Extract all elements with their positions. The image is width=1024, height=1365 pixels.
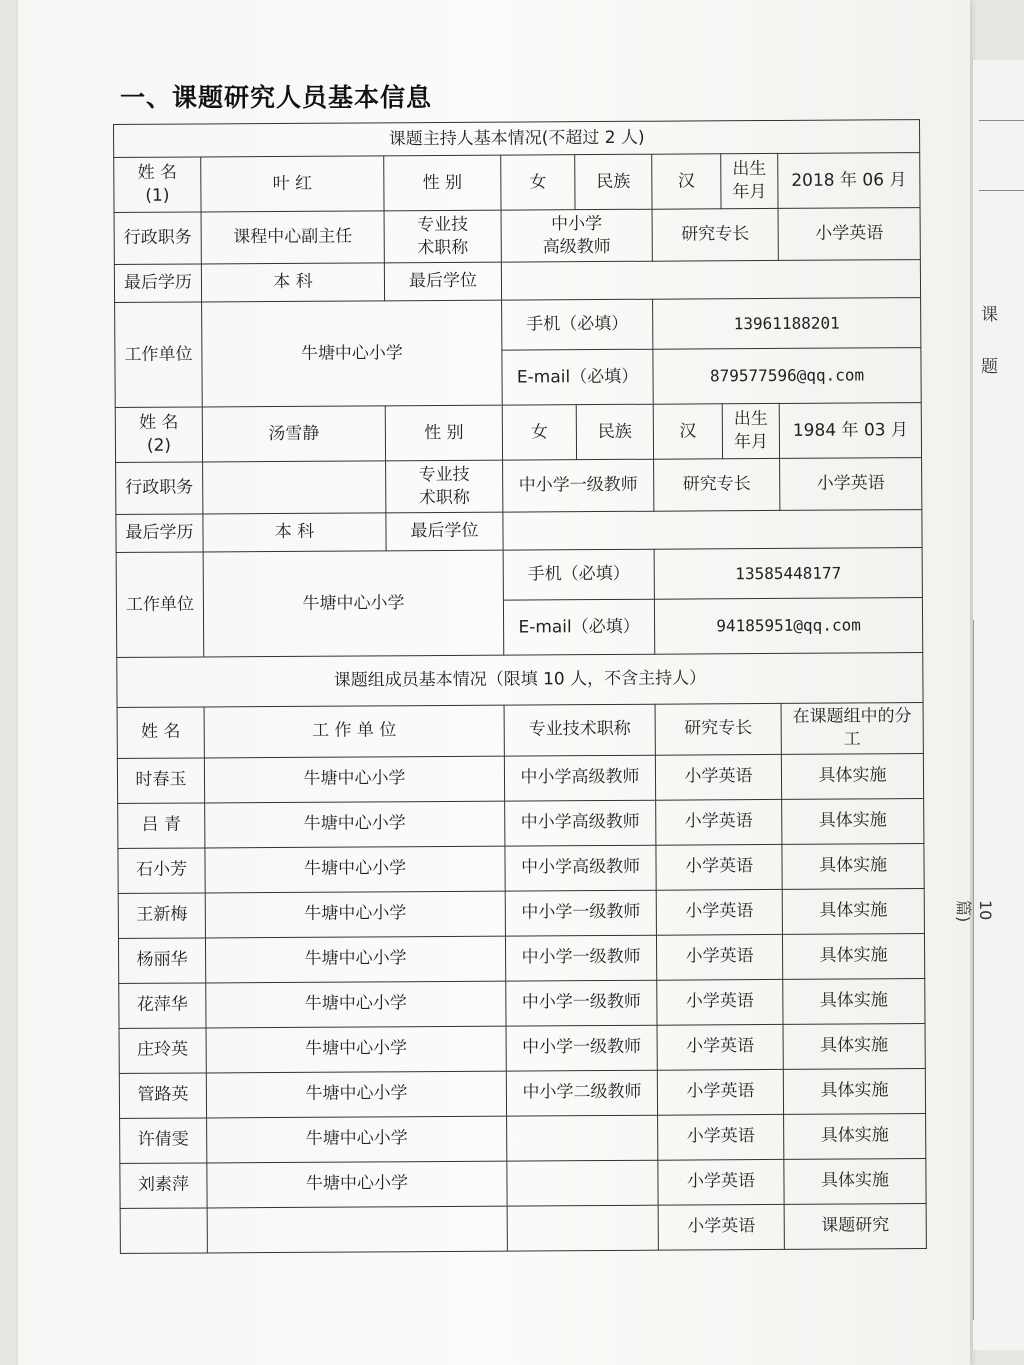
member-specialty: 小学英语 [656, 889, 782, 935]
host-1-admin-post: 课程中心副主任 [201, 211, 384, 264]
host-1-education: 本 科 [201, 263, 384, 302]
member-title: 中小学一级教师 [506, 980, 657, 1026]
member-title: 中小学一级教师 [505, 890, 656, 936]
member-name: 许倩雯 [120, 1118, 207, 1164]
members-section-title: 课题组成员基本情况（限填 10 人，不含主持人） [117, 653, 923, 708]
host-1-gender: 女 [501, 155, 575, 210]
host-2-post-row [116, 458, 922, 515]
specialty-label: 研究专长 [654, 458, 780, 511]
member-unit: 牛塘中心小学 [207, 1161, 507, 1208]
member-specialty: 小学英语 [657, 979, 783, 1025]
adjacent-page-note: 10 篇) [954, 900, 995, 923]
host-1-degree [501, 260, 920, 301]
member-unit: 牛塘中心小学 [206, 1026, 506, 1073]
member-role: 课题研究 [784, 1203, 926, 1249]
degree-label: 最后学位 [384, 262, 501, 301]
host-2-education-row [116, 510, 922, 553]
column-header: 工 作 单 位 [204, 705, 504, 758]
host-2-degree [503, 510, 922, 551]
mobile-label: 手机（必填） [502, 299, 653, 350]
column-header: 在课题组中的分工 [781, 703, 923, 755]
degree-label: 最后学位 [386, 512, 503, 551]
member-name: 杨丽华 [118, 938, 205, 984]
host-2-unit-row [116, 548, 922, 603]
member-role: 具体实施 [782, 843, 924, 889]
host-1-education-row [114, 260, 920, 303]
work-unit-label: 工作单位 [115, 302, 203, 408]
host-1-title: 中小学 高级教师 [501, 209, 652, 262]
members-header-row [117, 703, 923, 759]
member-role: 具体实施 [784, 1158, 926, 1204]
member-name: 吕 青 [118, 803, 205, 849]
host-2-admin-post [203, 461, 386, 514]
adjacent-page-rule [979, 190, 1024, 191]
researcher-info-table [113, 119, 927, 1254]
education-label: 最后学历 [114, 264, 201, 303]
member-role: 具体实施 [782, 933, 924, 979]
table-row [117, 753, 923, 803]
host-2-birth: 1984 年 03 月 [779, 403, 921, 459]
title-label: 专业技 术职称 [386, 460, 503, 513]
host-2-email: 94185951@qq.com [654, 598, 922, 655]
table-row [119, 978, 925, 1028]
table-row [118, 843, 924, 893]
specialty-label: 研究专长 [652, 208, 778, 261]
adjacent-page-edge [954, 60, 1024, 1350]
member-name: 石小芳 [118, 848, 205, 894]
name-label: 姓 名 (1) [114, 157, 201, 213]
member-specialty: 小学英语 [658, 1159, 784, 1205]
host-1-unit-row [115, 298, 921, 353]
email-label: E-mail（必填） [503, 599, 654, 655]
host-section-title: 课题主持人基本情况(不超过 2 人) [114, 120, 920, 158]
member-role: 具体实施 [781, 753, 923, 799]
member-name: 庄玲英 [119, 1028, 206, 1074]
member-role: 具体实施 [782, 798, 924, 844]
member-title: 中小学二级教师 [506, 1070, 657, 1116]
member-title: 中小学高级教师 [504, 755, 655, 801]
member-unit: 牛塘中心小学 [205, 846, 505, 893]
table-row [118, 888, 924, 938]
member-role: 具体实施 [782, 888, 924, 934]
member-name: 花萍华 [119, 983, 206, 1029]
table-row [118, 798, 924, 848]
title-label: 专业技 术职称 [384, 210, 501, 263]
table-row [118, 933, 924, 983]
member-role: 具体实施 [783, 978, 925, 1024]
member-unit: 牛塘中心小学 [204, 756, 504, 803]
table-row [119, 1068, 925, 1118]
member-specialty: 小学英语 [656, 934, 782, 980]
mobile-label: 手机（必填） [503, 549, 654, 600]
member-role: 具体实施 [784, 1113, 926, 1159]
member-title: 中小学高级教师 [505, 845, 656, 891]
member-unit: 牛塘中心小学 [205, 891, 505, 938]
member-unit [207, 1206, 507, 1253]
member-specialty: 小学英语 [656, 844, 782, 890]
member-specialty: 小学英语 [658, 1204, 784, 1250]
column-header: 专业技术职称 [504, 704, 655, 756]
adjacent-page-char: 课 [981, 305, 998, 325]
birth-label: 出生 年月 [722, 403, 779, 458]
host-2-work-unit: 牛塘中心小学 [203, 550, 504, 657]
email-label: E-mail（必填） [502, 349, 653, 405]
host-1-ethnicity: 汉 [652, 154, 721, 209]
column-header: 姓 名 [117, 707, 204, 758]
table-row [120, 1203, 926, 1253]
member-title: 中小学高级教师 [505, 800, 656, 846]
host-2-specialty: 小学英语 [780, 458, 922, 511]
host-1-mobile: 13961188201 [653, 298, 921, 350]
host-2-name: 汤雪静 [202, 406, 385, 462]
adjacent-page-char: 题 [981, 357, 998, 377]
gender-label: 性 别 [385, 405, 502, 461]
host-1-work-unit: 牛塘中心小学 [202, 300, 503, 407]
education-label: 最后学历 [116, 514, 203, 553]
member-unit: 牛塘中心小学 [207, 1116, 507, 1163]
host-2-title: 中小学一级教师 [503, 459, 654, 512]
name-label: 姓 名 (2) [115, 407, 202, 463]
member-name: 刘素萍 [120, 1163, 207, 1209]
section-heading: 一、课题研究人员基本信息 [120, 83, 433, 112]
host-2-ethnicity: 汉 [653, 404, 722, 459]
member-name [120, 1208, 207, 1254]
ethnicity-label: 民族 [576, 404, 653, 459]
column-header: 研究专长 [655, 703, 781, 755]
host-2-identity-row [115, 403, 921, 463]
ethnicity-label: 民族 [575, 154, 652, 209]
members-table-body [117, 753, 926, 1253]
gender-label: 性 别 [384, 155, 501, 211]
host-2-education: 本 科 [203, 513, 386, 552]
host-1-email: 879577596@qq.com [653, 348, 921, 405]
work-unit-label: 工作单位 [116, 552, 204, 658]
member-unit: 牛塘中心小学 [205, 936, 505, 983]
table-row [119, 1023, 925, 1073]
member-specialty: 小学英语 [656, 799, 782, 845]
member-role: 具体实施 [783, 1068, 925, 1114]
member-unit: 牛塘中心小学 [206, 1071, 506, 1118]
admin-post-label: 行政职务 [116, 462, 203, 515]
member-unit: 牛塘中心小学 [206, 981, 506, 1028]
member-specialty: 小学英语 [657, 1024, 783, 1070]
host-1-birth: 2018 年 06 月 [778, 153, 920, 209]
member-title [507, 1160, 658, 1206]
adjacent-page-rule [973, 620, 974, 1320]
member-name: 时春玉 [117, 758, 204, 804]
host-1-name: 叶 红 [201, 156, 384, 212]
member-name: 管路英 [119, 1073, 206, 1119]
adjacent-page-rule [979, 120, 1024, 121]
host-2-mobile: 13585448177 [654, 548, 922, 600]
host-1-post-row [114, 208, 920, 265]
admin-post-label: 行政职务 [114, 212, 201, 265]
member-title: 中小学一级教师 [506, 1025, 657, 1071]
host-1-identity-row [114, 153, 920, 213]
member-name: 王新梅 [118, 893, 205, 939]
member-unit: 牛塘中心小学 [205, 801, 505, 848]
member-specialty: 小学英语 [655, 754, 781, 800]
member-role: 具体实施 [783, 1023, 925, 1069]
table-row [120, 1158, 926, 1208]
member-title [507, 1205, 658, 1251]
table-row [120, 1113, 926, 1163]
member-specialty: 小学英语 [658, 1114, 784, 1160]
birth-label: 出生 年月 [721, 153, 778, 208]
host-2-gender: 女 [502, 405, 576, 460]
host-1-specialty: 小学英语 [778, 208, 920, 261]
member-title: 中小学一级教师 [505, 935, 656, 981]
member-title [507, 1115, 658, 1161]
member-specialty: 小学英语 [657, 1069, 783, 1115]
